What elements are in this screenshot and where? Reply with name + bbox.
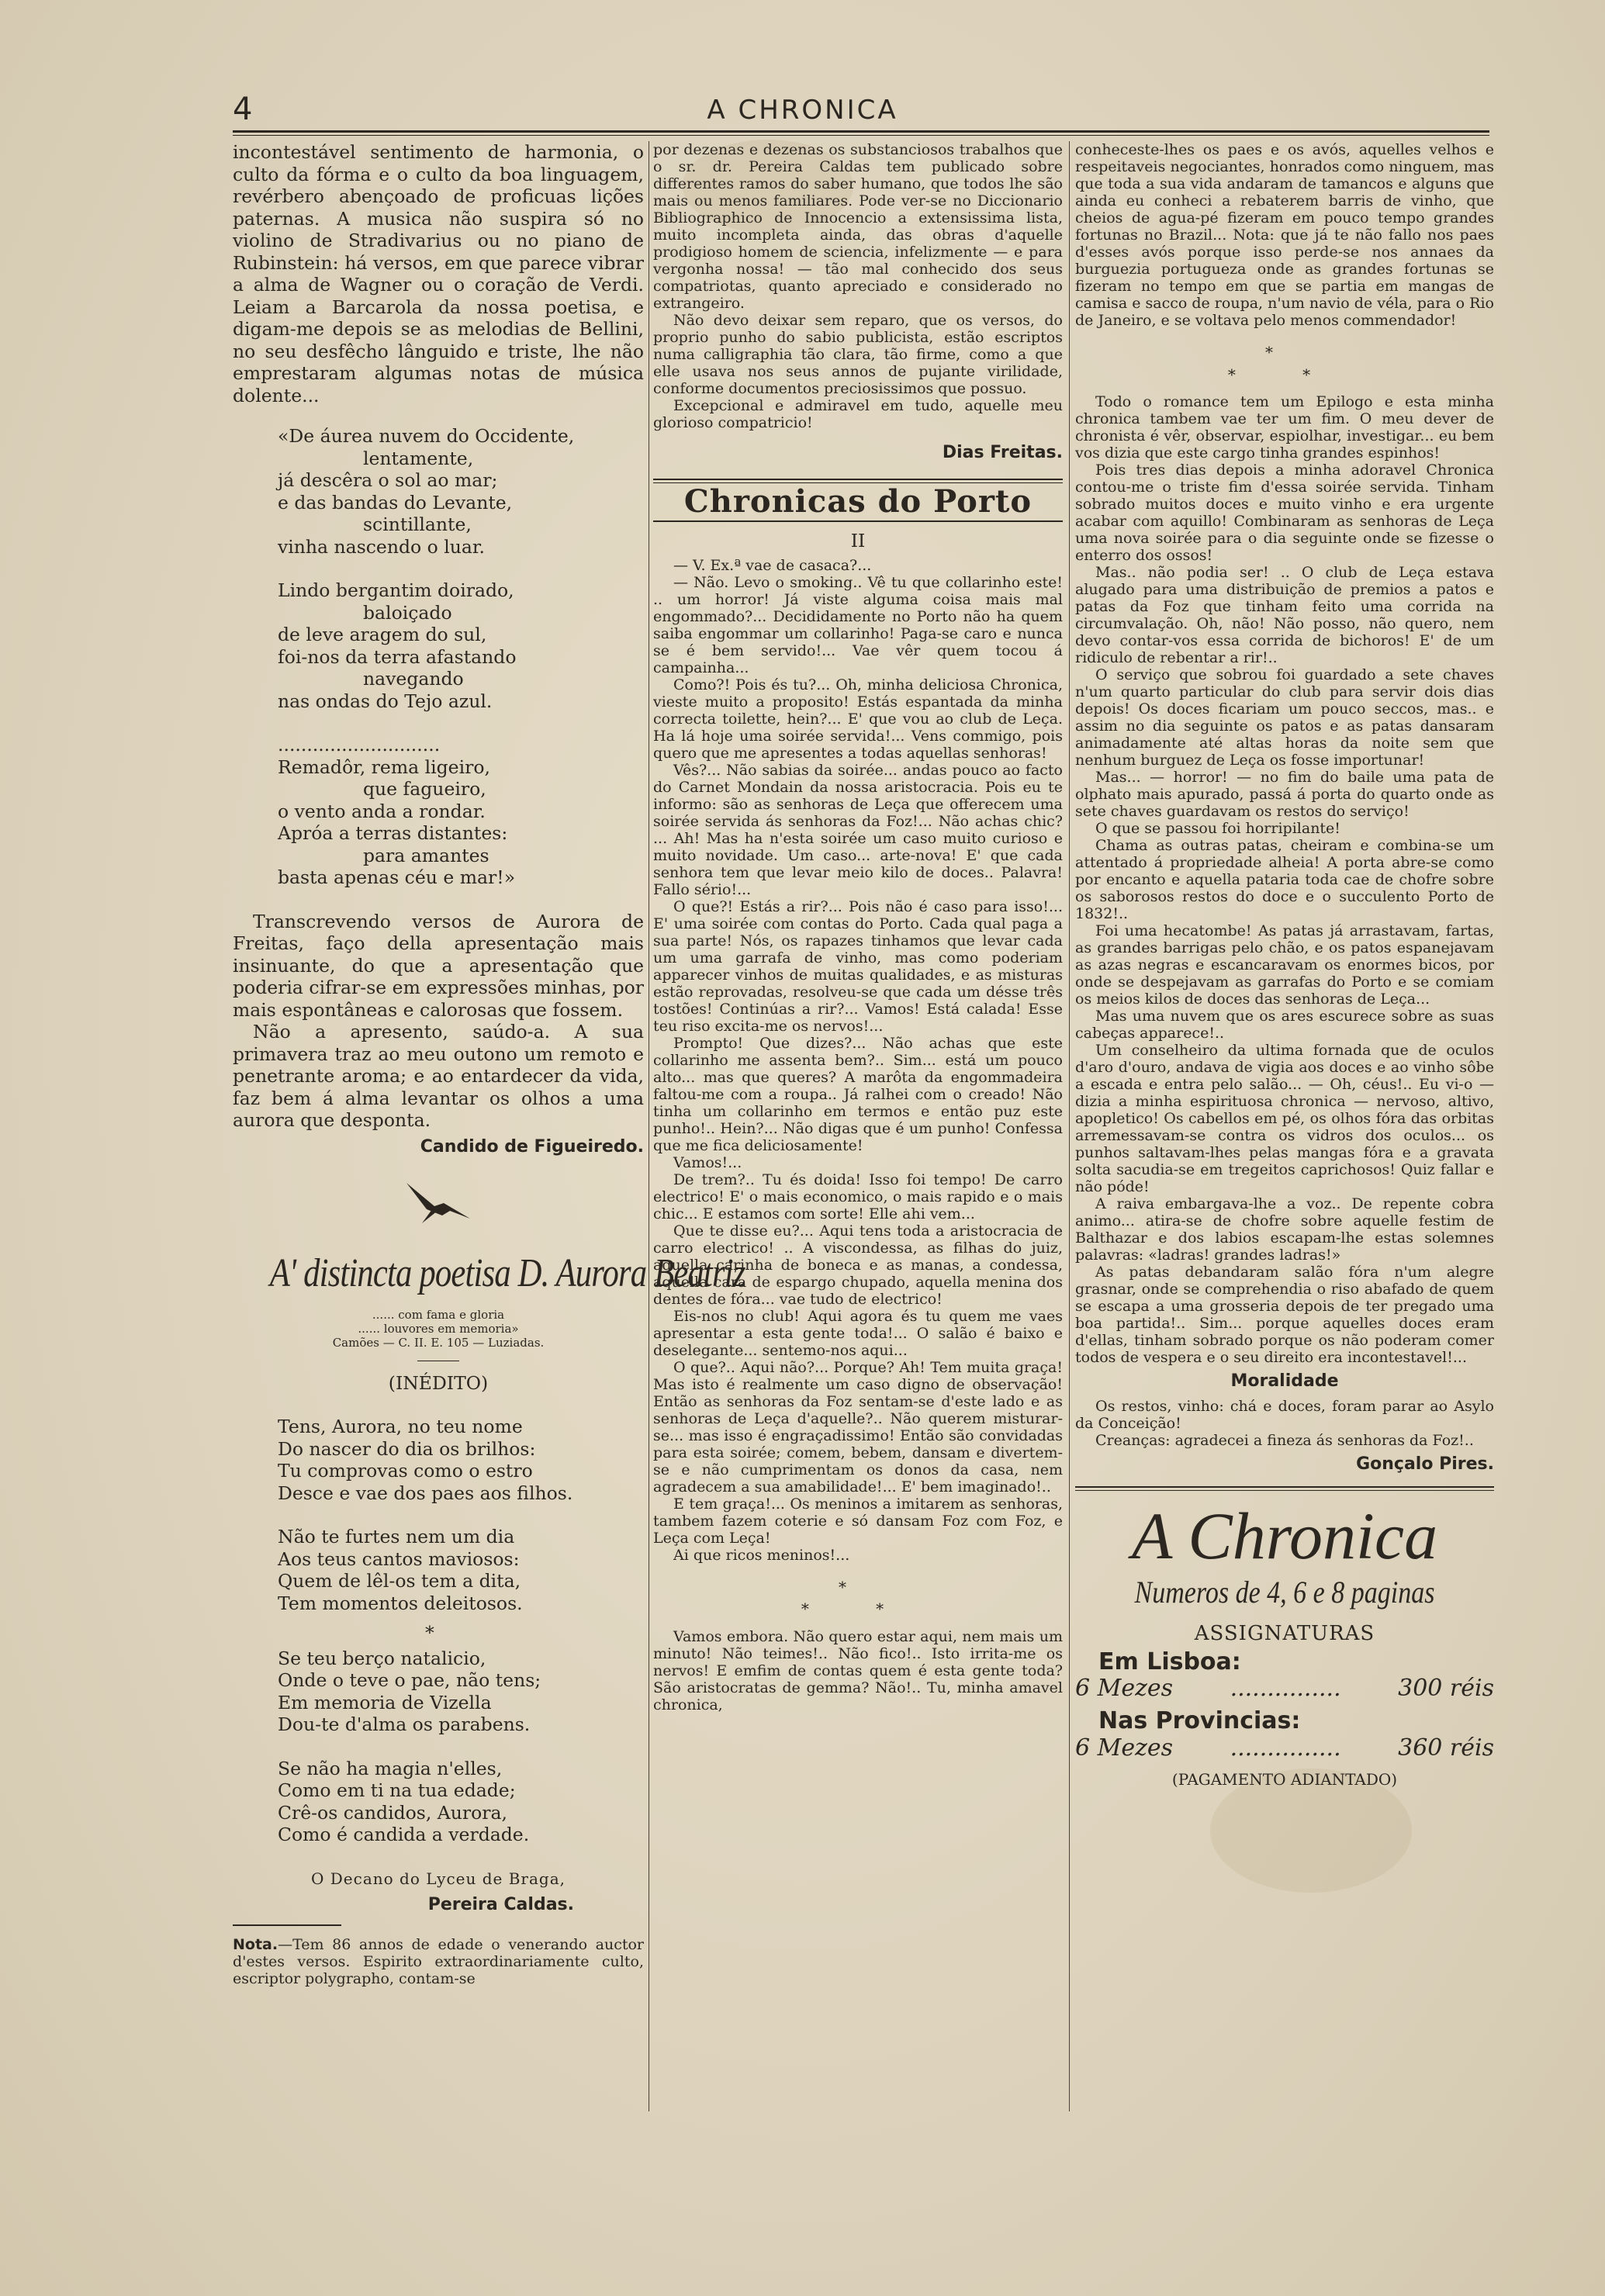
stanza <box>278 1758 644 1846</box>
article-paragraph: Todo o romance tem um Epilogo e esta minha chronica tambem vae ter um fim. O meu dever de chronista é vêr, observar, espiolhar, investigar... eu bem vos dizia que este cargo tinha grandes espinhos! <box>1075 393 1494 462</box>
section-break: * * * <box>801 1577 915 1618</box>
ad-payment-note: (PAGAMENTO ADIANTADO) <box>1171 1769 1398 1789</box>
verse-line: que fagueiro, <box>363 778 486 800</box>
stanza <box>278 579 644 712</box>
note-label: Nota. <box>233 1935 278 1953</box>
running-head: A CHRONICA <box>707 95 898 126</box>
article-paragraph: por dezenas e dezenas os substanciosos trabalhos que o sr. dr. Pereira Caldas tem publicado sobre differentes ramos do saber humano, que todos lhe são mais ou menos familiares. Pode ver-se no Diccionario Bibliographico de Innocencio a extensissima lista, muito incompleta ainda, das obras d'aquelle prodigioso homem de sciencia, infelizmente — e para vergonha nossa! — tão mal conhecido dos seus compatriotas, quanto apreciado e considerado no extrangeiro. <box>653 141 1063 312</box>
verse-line: Tem momentos deleitosos. <box>278 1592 523 1614</box>
article-paragraph: O que se passou foi horripilante! <box>1095 820 1340 837</box>
article-paragraph: A raiva embargava-lhe a voz.. De repente cobra animo... atira-se de chofre sobre aquelle festim de Balthazar e dos labios escapam-lhe estas solemnes palavras: «ladras! grandes ladras!» <box>1075 1195 1494 1264</box>
author-signature: Pereira Caldas. <box>427 1895 574 1914</box>
article-paragraph: As patas debandaram salão fóra n'um alegre grasnar, onde se comprehendia o riso abafado de quem se escapa a uma grosseria depois de ter pregado uma boa partida!.. Sim... porque aquelles doces eram d'ellas, tinham sobrado porque os não poderam comer todos de vespera e o seu direito era incontestavel!... <box>1075 1264 1494 1366</box>
poem-title: A' distincta poetisa D. Aurora Beatriz <box>269 1250 745 1295</box>
verse-line: e das bandas do Levante, <box>278 491 513 513</box>
article-paragraph: Mas uma nuvem que os ares escurece sobre as suas cabeças apparece!.. <box>1075 1008 1494 1042</box>
subscription-ad <box>1075 1499 1494 1790</box>
swallow-icon <box>233 1180 644 1232</box>
verse-line: Do nascer do dia os brilhos: <box>278 1437 536 1460</box>
dialog-line: Prompto! Que dizes?... Não achas que este collarinho me assenta bem?.. Sim... está um pouco alto... mas que queres? A marôta da engommadeira faltou-me com a roupa.. Já ralhei com o creado! Não tinha um collarinho em termos e então puz este punho!.. Hein?... Não digas que é um punho! Confessa que me fica deliciosamente! <box>653 1034 1063 1154</box>
header-rule <box>233 130 1489 133</box>
verse-line: Quem de lêl-os tem a dita, <box>278 1570 521 1592</box>
epigraph-line: ...... com fama e gloria <box>372 1307 505 1322</box>
ellipsis-line: ............................ <box>278 734 441 756</box>
verse-line: scintillante, <box>363 513 472 535</box>
epigraph-line: ...... louvores em memoria» <box>358 1321 519 1336</box>
verse-line: para amantes <box>363 844 489 866</box>
author-signature: Dias Freitas. <box>942 443 1063 462</box>
verse-line: Como em ti na tua edade; <box>278 1779 516 1801</box>
verse-line: Desce e vae dos paes aos filhos. <box>278 1482 573 1504</box>
verse-line: Se não ha magia n'elles, <box>278 1757 503 1779</box>
dialog-line: Eis-nos no club! Aqui agora és tu quem me vaes apresentar a esta gente toda!... O salão é baixo e deselegante... sentemo-nos aqui... <box>653 1307 1063 1359</box>
ad-provinces-label: Nas Provincias: <box>1098 1707 1301 1734</box>
verse-line: Aos teus cantos maviosos: <box>278 1547 520 1570</box>
ad-leader: ............... <box>1230 1734 1341 1762</box>
verse-line: Tu comprovas como o estro <box>278 1460 533 1482</box>
note-rule <box>233 1924 341 1928</box>
verse-line: já descêra o sol ao mar; <box>278 469 498 491</box>
stanza <box>278 1526 644 1614</box>
stanza <box>278 1648 644 1736</box>
stanza <box>278 734 644 889</box>
stanza <box>278 425 644 558</box>
article-paragraph: incontestável sentimento de harmonia, o culto da fórma e o culto da boa linguagem, revérbero abençoado de proficuas lições paternas. A musica não suspira só no violino de Stradivarius ou no piano de Rubinstein: há versos, em que parece vibrar a alma de Wagner ou o coração de Verdi. Leiam a Barcarola da nossa poetisa, e digam-me depois se as melodias de Bellini, no seu desfêcho lânguido e triste, lhe não emprestaram algumas notas de música dolente... <box>233 141 644 406</box>
dialog-line: Que te disse eu?... Aqui tens toda a aristocracia de carro electrico! .. A viscondessa, as filhas do juiz, aquella carinha de boneca e as manas, a condessa, aquella cara de espargo chupado, aquella menina dos dentes de fóra... vae tudo de electrico! <box>653 1222 1063 1308</box>
author-signature: Candido de Figueiredo. <box>420 1136 644 1157</box>
dialog-line: O que?.. Aqui não?... Porque? Ah! Tem muita graça! Mas isto é realmente um caso digno de observação! Então as senhoras da Foz sentam-se d'este lado e as senhoras de Leça d'aquelle?.. Não querem misturar-se... mas isso é engraçadissimo! Então são convidadas para esta soirée; comem, bebem, dansam e divertem-se e não cumprimentam os donos da casa, nem agradecem a sua amabilidade!... E' bem imaginado!.. <box>653 1358 1063 1496</box>
column-divider <box>1069 141 1070 2111</box>
verse-line: Remadôr, rema ligeiro, <box>278 756 490 778</box>
column-3 <box>1075 141 1494 2127</box>
ad-subscriptions: ASSIGNATURAS <box>1194 1622 1375 1645</box>
verse-line: vinha nascendo o luar. <box>278 535 486 558</box>
section-break: * * * <box>1227 343 1342 384</box>
ad-lisbon-label: Em Lisboa: <box>1098 1648 1241 1675</box>
author-signature: Gonçalo Pires. <box>1356 1454 1494 1474</box>
dialog-line: Vamos!... <box>673 1153 742 1171</box>
article-paragraph: Vamos embora. Não quero estar aqui, nem mais um minuto! Não teimes!.. Não fico!.. Isto irrita-me os nervos! E emfim de contas quem é esta gente toda? São aristocratas de gemma? Não!.. Tu, minha amavel chronica, <box>653 1627 1063 1713</box>
verse-line: navegando <box>363 668 464 690</box>
verse-line: Se teu berço natalicio, <box>278 1647 486 1669</box>
article-paragraph: Chama as outras patas, cheiram e combina-se um attentado á propriedade alheia! A porta abre-se como por encanto e aquella pataria toda cae de chofre sobre os saborosos restos do doce e o succulento Porto de 1832!.. <box>1075 837 1494 922</box>
dialog-line: — Não. Levo o smoking.. Vê tu que collarinho este! .. um horror! Já viste alguma coisa mais mal engommado?... Decididamente no Porto não ha quem saiba engommar um collarinho! Paga-se caro e nunca se é bem servido!... Vae vêr quem tocou á campainha... <box>653 573 1063 676</box>
epigraph <box>233 1308 644 1350</box>
article-paragraph: Um conselheiro da ultima fornada que de oculos d'aro d'ouro, andava de vigia aos doces e ao vinho sôbe a escada e entra pelo salão... — Oh, céus!.. Eu vi-o — dizia a minha espirituosa chronica — nervoso, altivo, apopletico! Os cabellos em pé, os olhos fóra das orbitas arremessavam-se contra os vidros dos oculos... os punhos saltavam-lhes pelas mangas fóra e a gravata solta sacudia-se em tregeitos caprichosos! Quiz fallar e não póde! <box>1075 1042 1494 1195</box>
ad-lisbon-row <box>1075 1673 1494 1704</box>
asterism: * <box>425 1622 434 1644</box>
dialog-line: Como?! Pois és tu?... Oh, minha deliciosa Chronica, vieste muito a proposito! Estás espantada da minha correcta toilette, hein?... E' que vou ao club de Leça. Ha lá hoje uma soirée servida!... Vens commigo, pois quero que me apresentes a todas aquellas senhoras! <box>653 676 1063 762</box>
epigraph-source: Camões — C. II. E. 105 — Luziadas. <box>332 1335 545 1350</box>
section-rule <box>653 520 1063 522</box>
article-paragraph: Foi uma hecatombe! As patas já arrastavam, fartas, as grandes barrigas pelo chão, e os patos espanejavam as azas negras e escancaravam os enormes bicos, por onde se despejavam as garrafas do Porto e se comiam os meios kilos de doces das senhoras de Leça... <box>1075 922 1494 1008</box>
article-paragraph: Pois tres dias depois a minha adoravel Chronica contou-me o triste fim d'essa soirée servida. Tinham sobrado muitos doces e muito vinho e era urgente acabar com aquillo! Combinaram as senhoras de Leça uma nova soirée para o dia seguinte onde se fizesse o enterro dos ossos! <box>1075 462 1494 564</box>
ad-provinces-row <box>1075 1733 1494 1764</box>
verse-line: foi-nos da terra afastando <box>278 645 517 668</box>
ad-period: 6 Mezes <box>1075 1675 1174 1702</box>
column-2 <box>653 141 1063 2127</box>
dialog-line: — V. Ex.ª vae de casaca?... <box>673 556 872 574</box>
section-title: Chronicas do Porto <box>683 482 1033 520</box>
ad-rule <box>1075 1486 1494 1491</box>
verse-line: Como é candida a verdade. <box>278 1824 530 1845</box>
verse-line: Onde o teve o pae, não tens; <box>278 1669 541 1691</box>
poem-aurora <box>278 1416 644 1846</box>
article-paragraph: Os restos, vinho: chá e doces, foram parar ao Asylo da Conceição! <box>1075 1397 1494 1432</box>
article-paragraph: O serviço que sobrou foi guardado a sete chaves n'um quarto particular do club para servir dois dias depois! Os doces ficariam um pouco seccos, mas.. e assim no dia seguinte os patos e as patas dansaram animadamente até altas horas da noite sem que nenhum burguez de Leça os fosse importunar! <box>1075 666 1494 769</box>
dialog-line: Ai que ricos meninos!... <box>673 1546 850 1564</box>
article-paragraph: Transcrevendo versos de Aurora de Freitas, faço della apresentação mais insinuante, do que a apresentação que poderia cifrar-se em expressões minhas, por mais espontâneas e calorosas que fossem. <box>233 910 644 1021</box>
page-number: 4 <box>233 92 253 127</box>
article-paragraph: Mas.. não podia ser! .. O club de Leça estava alugado para uma distribuição de premios a patos e patas da Foz que tinham feito uma corrida na circumvalação. Oh, não! Não posso, não quero, nem devo contar-vos essa corrida de bichoros! E' de um ridiculo de rebentar a rir!.. <box>1075 564 1494 666</box>
verse-line: lentamente, <box>363 447 474 469</box>
ad-price: 360 réis <box>1398 1734 1494 1762</box>
article-paragraph: Excepcional e admiravel em tudo, aquelle meu glorioso compatricio! <box>653 397 1063 431</box>
article-paragraph: Não devo deixar sem reparo, que os versos, do proprio punho do sabio publicista, estão escriptos numa calligraphia tão clara, tão firme, como a que elle usava nos seus annos de pujante virilidade, conforme documentos preciosissimos que possuo. <box>653 312 1063 397</box>
verse-line: baloiçado <box>363 601 452 624</box>
dialog-line: De trem?.. Tu és doida! Isso foi tempo! De carro electrico! E' o mais economico, o mais rapido e o mais chic... E estamos com sorte! Elle ahi vem... <box>653 1170 1063 1222</box>
note-text: —Tem 86 annos de edade o venerando auctor d'estes versos. Espirito extraordinariamente culto, escriptor polygrapho, contam-se <box>233 1935 644 1987</box>
verse-line: o vento anda a rondar. <box>278 800 486 822</box>
section-rule <box>653 479 1063 483</box>
stanza <box>278 1416 644 1504</box>
article-paragraph: Não a apresento, saúdo-a. A sua primavera traz ao meu outono um remoto e penetrante aroma; e ao entardecer da vida, faz bem á alma levantar os olhos a uma aurora que desponta. <box>233 1021 644 1131</box>
signoff-title: O Decano do Lyceu de Braga, <box>311 1869 566 1888</box>
verse-line: «De áurea nuvem do Occidente, <box>278 425 575 447</box>
ad-price: 300 réis <box>1398 1675 1494 1702</box>
verse-line: basta apenas céu e mar!» <box>278 866 516 888</box>
verse-line: Apróa a terras distantes: <box>278 822 508 844</box>
header-rule <box>233 135 1489 136</box>
verse-line: Dou-te d'alma os parabens. <box>278 1713 531 1735</box>
article-paragraph: conheceste-lhes os paes e os avós, aquelles velhos e respeitaveis negociantes, honrados como ninguem, mas que toda a sua vida andaram de tamancos e alguns que ainda eu conheci a rebaterem barris de vinho, que cheios de agua-pé fizeram em pouco tempo grandes fortunas no Brazil... Nota: que já te não fallo nos paes d'esses avós porque isso perde-se nos annaes da burguezia portugueza onde as grandes fortunas se fizeram no tempo em que se partia em mangas de camisa e sacco de roupa, n'um navio de véla, para o Rio de Janeiro, e se voltava pelo menos commendador! <box>1075 141 1494 329</box>
verse-line: Não te furtes nem um dia <box>278 1526 515 1547</box>
section-number: II <box>850 530 866 552</box>
ad-period: 6 Mezes <box>1075 1734 1174 1762</box>
article-paragraph: Creanças: agradecei a fineza ás senhoras da Foz!.. <box>1095 1431 1474 1449</box>
article-paragraph: Mas... — horror! — no fim do baile uma pata de olphato mais apurado, passá á porta do quarto onde as sete chaves guardavam os restos do serviço! <box>1075 769 1494 820</box>
verse-line: Tens, Aurora, no teu nome <box>278 1416 523 1437</box>
dialog-line: Vês?... Não sabias da soirée... andas pouco ao facto do Carnet Mondain da nossa aristocracia. Pois eu te informo: são as senhoras de Leça que offerecem uma soirée servida ás senhoras da Foz!... Não achas chic? ... Ah! Mas ha n'esta soirée um caso muito curioso e muito novidade. Um caso... arte-nova! E' que cada senhora tem que levar meio kilo de doces.. Palavra! Fallo sério!... <box>653 761 1063 898</box>
ad-title: A Chronica <box>1131 1499 1438 1573</box>
verse-line: de leve aragem do sul, <box>278 624 487 645</box>
verse-line: nas ondas do Tejo azul. <box>278 690 493 712</box>
dialog-line: E tem graça!... Os meninos a imitarem as senhoras, tambem fazem coterie e só dansam Foz com Foz, e Leça com Leça! <box>653 1495 1063 1547</box>
verse-line: Em memoria de Vizella <box>278 1691 492 1713</box>
footnote <box>233 1936 644 1987</box>
unedited-label: (INÉDITO) <box>388 1371 489 1394</box>
moral-heading: Moralidade <box>1230 1371 1339 1391</box>
ad-leader: ............... <box>1230 1675 1341 1702</box>
dialog-line: O que?! Estás a rir?... Pois não é caso para isso!... E' uma soirée com contas do Porto. Cada qual paga a sua parte! Nós, os rapazes tinhamos que levar cada um uma garrafa de vinho, mas como poderiam apparecer vinhos de muitas qualidades, e as misturas estão reprovadas, resolveu-se que cada um désse três tostões! Continúas a rir?... Vamos! Está calada! Esse teu riso excita-me os nervos!... <box>653 897 1063 1035</box>
verse-line: Lindo bergantim doirado, <box>278 579 514 601</box>
poem-barcarola <box>278 425 644 889</box>
ad-subtitle: Numeros de 4, 6 e 8 paginas <box>1134 1575 1435 1610</box>
verse-line: Crê-os candidos, Aurora, <box>278 1801 507 1824</box>
